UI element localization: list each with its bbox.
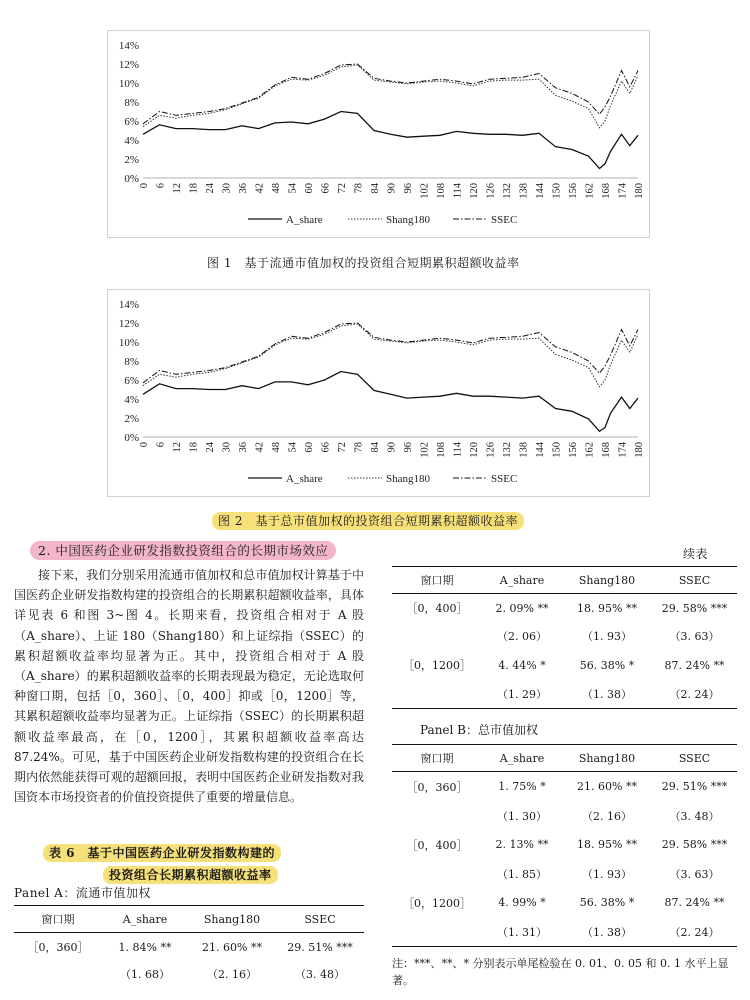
fig2-x-tick-label: 54: [287, 442, 299, 453]
cell-shang180: 18. 95% **: [577, 838, 637, 851]
col-header-ashare: A_share: [499, 751, 545, 765]
fig1-y-tick-label: 4%: [124, 135, 139, 147]
fig2-x-tick-label: 24: [205, 442, 216, 453]
fig1-y-tick-label: 10%: [118, 78, 139, 90]
cell-window: ［0，1200］: [403, 659, 471, 672]
fig2-y-tick-label: 2%: [124, 413, 139, 425]
fig1-y-tick-label: 6%: [124, 116, 139, 128]
cell-ashare: 2. 13% **: [495, 838, 549, 851]
cell-ashare-t: （1. 68）: [120, 968, 170, 981]
body-paragraph: 接下来，我们分别采用流通市值加权和总市值加权计算基于中国医药企业研发指数构建的投资组合的长期累积超额收益率，具体详见表 6 和图 3~图 4。长期来看，投资组合相对于 A 股（A_share）、上证 180（Shang180）和上证综指（SSEC）的累积超额收益率均显著为正。其中，投资组合相对于 A 股（A_share）的累积超额收益率的长期表现最为稳定，无论选取何种窗口期，包括［0，360］、［0，400］抑或［0，1200］等，其累积超额收益率均显著为正。上证综指（SSEC）的长期累积超额收益率最高，在［0，1200］，其累积超额收益率高达 87.24%。可见，基于中国医药企业研发指数构建的投资组合在长期内依然能获得可观的超额回报，表明中国医药企业研发指数对我国资本市场投资者的价值投资提供了重要的增量信息。: [14, 568, 364, 805]
fig2-x-tick-label: 60: [304, 442, 315, 453]
fig2-x-tick-label: 18: [188, 442, 200, 453]
fig2-x-tick-label: 42: [254, 442, 266, 453]
fig1-x-tick-label: 126: [485, 183, 497, 199]
fig2-x-tick-label: 144: [535, 442, 546, 458]
fig2-x-tick-label: 156: [568, 442, 579, 458]
table-6-title-line1: 表 6 基于中国医药企业研发指数构建的: [43, 844, 281, 862]
cell-ashare: 4. 44% *: [498, 658, 546, 672]
cell-ssec-t: （3. 63）: [669, 630, 720, 643]
fig1-x-tick-label: 120: [469, 183, 480, 199]
cell-shang180: 21. 60% **: [202, 940, 262, 954]
fig2-x-tick-label: 132: [502, 442, 513, 458]
cell-shang180-t: （1. 93）: [582, 630, 632, 643]
fig1-series-a_share-line: [143, 112, 638, 169]
fig2-y-tick-label: 10%: [118, 337, 139, 349]
fig1-x-tick-label: 24: [205, 183, 216, 194]
fig1-x-tick-label: 174: [617, 183, 629, 199]
fig1-y-tick-label: 0%: [124, 173, 139, 185]
fig2-legend-label-ssec: SSEC: [491, 473, 518, 485]
fig2-series-shang180-line: [143, 324, 638, 387]
col-header-shang180: Shang180: [578, 573, 636, 587]
table-row: [392, 594, 737, 623]
cell-shang180-t: （1. 38）: [582, 925, 632, 939]
section-heading: [30, 541, 336, 559]
fig2-x-tick-label: 36: [238, 442, 249, 453]
fig2-legend-label-shang180: Shang180: [386, 473, 430, 485]
table-6-title: [43, 842, 281, 886]
fig1-x-tick-label: 162: [584, 183, 596, 199]
cell-ssec-t: （2. 24）: [669, 688, 720, 701]
col-header-window: 窗口期: [41, 913, 75, 926]
fig2-x-tick-label: 120: [469, 442, 480, 458]
fig1-legend-label-a_share: A_share: [286, 214, 323, 226]
figure-1-caption-text: 图 1 基于流通市值加权的投资组合短期累积超额收益率: [207, 256, 520, 270]
fig2-x-tick-label: 168: [601, 442, 612, 458]
fig1-y-tick-label: 2%: [124, 154, 139, 166]
fig2-x-tick-label: 180: [634, 442, 645, 458]
table-6-title-line2: 投资组合长期累积超额收益率: [103, 866, 278, 884]
cell-ashare-t: （1. 85）: [497, 867, 547, 881]
fig1-series-shang180-line: [143, 65, 638, 128]
cell-shang180: 21. 60% **: [577, 780, 637, 793]
table-header-row: [14, 906, 364, 933]
table-row: [14, 933, 364, 962]
fig1-x-tick-label: 12: [172, 183, 183, 194]
cell-ssec: 29. 51% ***: [661, 780, 728, 793]
fig1-x-tick-label: 96: [403, 183, 414, 194]
fig2-y-tick-label: 6%: [124, 375, 139, 387]
fig2-series-ssec-line: [143, 323, 638, 383]
fig2-y-tick-label: 14%: [118, 299, 139, 311]
fig1-x-tick-label: 138: [518, 183, 530, 199]
table-row-tstat: [392, 859, 737, 888]
fig1-x-tick-label: 114: [452, 183, 464, 199]
fig2-x-tick-label: 108: [436, 442, 447, 458]
fig1-x-tick-label: 6: [155, 183, 167, 189]
cell-ashare-t: （1. 30）: [497, 809, 547, 823]
fig2-x-tick-label: 72: [337, 442, 348, 453]
fig2-legend-label-a_share: A_share: [286, 473, 323, 485]
panel-b-label: Panel B：总市值加权: [420, 723, 538, 737]
figure-2-caption: [212, 512, 524, 529]
col-header-ssec: SSEC: [304, 912, 336, 926]
table-row-tstat: [392, 917, 737, 947]
col-header-ashare: A_share: [499, 573, 545, 587]
cell-shang180-t: （1. 38）: [582, 688, 632, 701]
cell-window: ［0，360］: [27, 941, 89, 954]
continued-label: 续表: [683, 547, 709, 561]
fig2-x-tick-label: 0: [139, 442, 150, 448]
fig1-x-tick-label: 48: [271, 183, 282, 194]
cell-shang180: 56. 38% *: [579, 896, 635, 909]
fig2-series-a_share-line: [143, 372, 638, 432]
cell-shang180-t: （2. 16）: [582, 809, 632, 823]
table-note: 注：***、**、* 分别表示单尾检验在 0. 01、0. 05 和 0. 1 水平上显著。: [392, 957, 729, 987]
fig1-x-tick-label: 66: [320, 183, 332, 194]
table-row: [392, 772, 737, 802]
fig1-x-tick-label: 90: [386, 183, 398, 194]
cell-ssec: 87. 24% **: [664, 896, 725, 909]
fig1-x-tick-label: 102: [419, 183, 431, 199]
figure-1-caption: [207, 254, 519, 271]
cell-ssec: 87. 24% **: [664, 658, 725, 672]
fig1-x-tick-label: 84: [370, 183, 381, 194]
fig2-x-tick-label: 12: [172, 442, 183, 453]
cell-ssec: 29. 58% ***: [661, 838, 728, 851]
fig1-x-tick-label: 180: [634, 183, 645, 199]
fig1-x-tick-label: 150: [551, 183, 563, 199]
fig1-x-tick-label: 132: [502, 183, 513, 199]
fig1-y-tick-label: 12%: [118, 59, 139, 71]
fig1-legend-label-shang180: Shang180: [386, 214, 430, 226]
fig2-x-tick-label: 6: [155, 442, 167, 448]
cell-ashare: 2. 09% **: [495, 601, 549, 615]
cell-ashare: 1. 84% **: [118, 940, 172, 954]
fig2-x-tick-label: 84: [370, 442, 381, 453]
fig2-x-tick-label: 162: [584, 442, 596, 458]
fig1-x-tick-label: 0: [139, 183, 150, 189]
col-header-shang180: Shang180: [578, 751, 636, 765]
fig2-y-tick-label: 12%: [118, 318, 139, 330]
table-row-tstat: [392, 680, 737, 709]
col-header-ssec: SSEC: [678, 751, 711, 765]
cell-ashare-t: （1. 31）: [497, 925, 547, 939]
table-6-right-panel-b: [392, 744, 737, 947]
fig1-series-ssec-line: [143, 64, 638, 124]
table-row-tstat: [392, 622, 737, 650]
col-header-window: 窗口期: [420, 752, 454, 765]
fig2-y-tick-label: 8%: [124, 356, 139, 368]
fig1-x-tick-label: 144: [535, 183, 546, 199]
table-6-left-grid: [14, 905, 364, 987]
fig2-y-tick-label: 4%: [124, 394, 139, 406]
fig1-x-tick-label: 54: [287, 183, 299, 194]
table-row-tstat: [14, 961, 364, 987]
fig1-x-tick-label: 18: [188, 183, 200, 194]
figure-1-chart: [107, 30, 650, 238]
cell-shang180-t: （2. 16）: [207, 968, 257, 981]
table-row: [392, 830, 737, 859]
fig1-x-tick-label: 30: [221, 183, 233, 194]
fig1-x-tick-label: 42: [254, 183, 266, 194]
fig1-x-tick-label: 36: [238, 183, 249, 194]
table-row-tstat: [392, 801, 737, 830]
fig1-x-tick-label: 108: [436, 183, 447, 199]
fig2-x-tick-label: 114: [452, 442, 464, 458]
cell-ashare-t: （2. 06）: [497, 630, 547, 643]
table-header-row: [392, 745, 737, 772]
col-header-ashare: A_share: [122, 912, 168, 926]
figure-2-chart: [107, 289, 650, 497]
fig2-y-tick-label: 0%: [124, 432, 139, 444]
fig1-x-tick-label: 60: [304, 183, 315, 194]
fig2-x-tick-label: 66: [320, 442, 332, 453]
table-row: [392, 650, 737, 680]
cell-ssec: 29. 51% ***: [287, 940, 353, 954]
fig1-x-tick-label: 168: [601, 183, 612, 199]
cell-ssec-t: （3. 48）: [295, 968, 345, 981]
col-header-ssec: SSEC: [678, 573, 711, 587]
table-header-row: [392, 567, 737, 594]
fig1-y-tick-label: 14%: [118, 40, 139, 52]
section-heading-text: 2. 中国医药企业研发指数投资组合的长期市场效应: [30, 541, 336, 560]
figure-1-svg: [108, 31, 649, 237]
table-6-right: [392, 566, 737, 989]
col-header-shang180: Shang180: [203, 912, 261, 926]
fig2-x-tick-label: 30: [221, 442, 233, 453]
cell-window: ［0，400］: [406, 602, 468, 615]
table-6-left: [14, 905, 364, 987]
fig2-x-tick-label: 174: [617, 442, 629, 458]
table-row: [392, 888, 737, 917]
figure-2-caption-text: 图 2 基于总市值加权的投资组合短期累积超额收益率: [212, 512, 524, 530]
fig2-x-tick-label: 126: [485, 442, 497, 458]
cell-window: ［0，360］: [406, 780, 468, 794]
cell-ssec-t: （2. 24）: [669, 925, 720, 939]
fig2-x-tick-label: 102: [419, 442, 431, 458]
fig2-x-tick-label: 138: [518, 442, 530, 458]
cell-window: ［0，400］: [406, 838, 468, 852]
fig2-x-tick-label: 90: [386, 442, 398, 453]
table-6-right-panel-a: [392, 566, 737, 709]
cell-shang180: 56. 38% *: [579, 658, 635, 672]
cell-ashare-t: （1. 29）: [497, 688, 547, 701]
cell-ssec-t: （3. 48）: [669, 809, 720, 823]
fig2-x-tick-label: 48: [271, 442, 282, 453]
cell-shang180-t: （1. 93）: [582, 867, 632, 881]
cell-ssec: 29. 58% ***: [661, 601, 728, 615]
fig2-x-tick-label: 96: [403, 442, 414, 453]
cell-ashare: 1. 75% *: [498, 780, 546, 793]
cell-shang180: 18. 95% **: [577, 601, 637, 615]
fig1-y-tick-label: 8%: [124, 97, 139, 109]
cell-ssec-t: （3. 63）: [669, 867, 720, 881]
fig1-x-tick-label: 156: [568, 183, 579, 199]
fig2-x-tick-label: 150: [551, 442, 563, 458]
figure-2-svg: [108, 290, 649, 496]
cell-window: ［0，1200］: [403, 896, 471, 910]
fig1-legend-label-ssec: SSEC: [491, 214, 518, 226]
fig1-x-tick-label: 72: [337, 183, 348, 194]
cell-ashare: 4. 99% *: [498, 896, 546, 909]
fig2-x-tick-label: 78: [353, 442, 365, 453]
fig1-x-tick-label: 78: [353, 183, 365, 194]
col-header-window: 窗口期: [420, 574, 454, 587]
panel-a-label: Panel A：流通市值加权: [14, 886, 151, 900]
